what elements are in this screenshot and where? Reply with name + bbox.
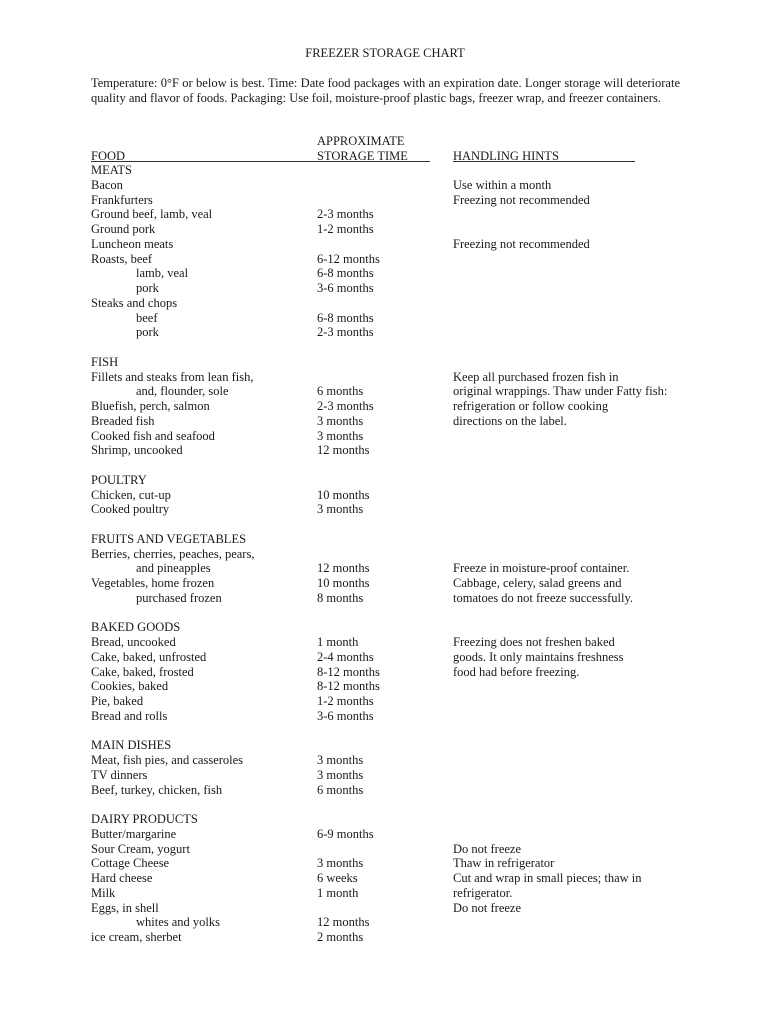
food-cell: Bread and rolls <box>91 708 168 723</box>
food-cell: Shrimp, uncooked <box>91 443 183 458</box>
food-cell: beef <box>136 310 158 325</box>
storage-time-cell: 1 month <box>317 635 359 649</box>
handling-hint-cell: Thaw in refrigerator <box>453 856 555 871</box>
storage-time-cell: 3 months <box>317 413 364 428</box>
storage-time-cell: 1-2 months <box>317 222 374 236</box>
table-row <box>0 783 770 798</box>
table-row <box>0 620 770 635</box>
storage-time-cell: 10 months <box>317 487 370 502</box>
table-row <box>0 827 770 842</box>
storage-time-cell: 6 months <box>317 384 364 399</box>
table-row <box>0 178 770 193</box>
storage-time-cell: 6-12 months <box>317 251 380 266</box>
table-spacer <box>0 724 770 739</box>
food-cell: FRUITS AND VEGETABLES <box>91 531 247 546</box>
table-row <box>0 561 770 576</box>
storage-time-cell: 12 months <box>317 561 370 576</box>
food-cell: Bread, uncooked <box>91 635 176 649</box>
table-row <box>0 473 770 488</box>
intro-paragraph: Temperature: 0°F or below is best. Time: Date food packages with an expiration date. Longer storage will deteriorate quality and flavor of foods. Packaging: Use foil, moisture-proof plastic bags, freezer wrap, and freezer containers. <box>91 76 680 105</box>
storage-time-cell: 8 months <box>317 590 364 605</box>
table-spacer <box>0 797 770 812</box>
table-row <box>0 709 770 724</box>
table-row <box>0 207 770 222</box>
table-spacer <box>0 606 770 621</box>
table-row <box>0 399 770 414</box>
column-header-hints: HANDLING HINTS <box>453 149 559 163</box>
table-row <box>0 694 770 709</box>
table-row <box>0 237 770 252</box>
food-cell: Cookies, baked <box>91 679 169 694</box>
food-cell: Pie, baked <box>91 694 144 708</box>
table-row <box>0 547 770 562</box>
food-cell: Cooked poultry <box>91 502 170 517</box>
table-row <box>0 252 770 267</box>
storage-time-cell: 3-6 months <box>317 281 374 295</box>
food-cell: TV dinners <box>91 767 148 782</box>
food-cell: Chicken, cut-up <box>91 487 171 502</box>
table-row <box>0 738 770 753</box>
food-cell: Ground beef, lamb, veal <box>91 207 213 222</box>
table-row <box>0 163 770 178</box>
table-row <box>0 266 770 281</box>
table-row <box>0 842 770 857</box>
table-row <box>0 635 770 650</box>
table-row <box>0 591 770 606</box>
storage-time-cell: 2-3 months <box>317 399 374 413</box>
handling-hint-cell: Do not freeze <box>453 841 522 856</box>
handling-hint-cell: tomatoes do not freeze successfully. <box>453 590 634 605</box>
food-cell: Bluefish, perch, salmon <box>91 399 210 413</box>
handling-hint-cell: Freezing not recommended <box>453 192 590 207</box>
food-cell: Cottage Cheese <box>91 856 170 871</box>
table-row <box>0 753 770 768</box>
food-cell: Breaded fish <box>91 413 155 428</box>
handling-hint-cell: goods. It only maintains freshness <box>453 649 624 664</box>
table-row <box>0 370 770 385</box>
storage-time-cell: 2-4 months <box>317 649 374 664</box>
food-cell: DAIRY PRODUCTS <box>91 812 198 826</box>
handling-hint-cell: Freezing not recommended <box>453 236 590 251</box>
food-cell: and, flounder, sole <box>136 384 229 399</box>
storage-time-cell: 3 months <box>317 502 364 517</box>
food-cell: Cake, baked, frosted <box>91 664 194 679</box>
table-row <box>0 856 770 871</box>
storage-time-cell: 2 months <box>317 930 364 944</box>
food-cell: Beef, turkey, chicken, fish <box>91 782 223 797</box>
food-cell: Berries, cherries, peaches, pears, <box>91 546 255 561</box>
storage-table <box>0 163 770 945</box>
storage-time-cell: 6-8 months <box>317 266 374 281</box>
storage-time-cell: 8-12 months <box>317 664 380 679</box>
table-spacer <box>0 458 770 473</box>
food-cell: purchased frozen <box>136 590 222 605</box>
storage-time-cell: 3 months <box>317 753 364 767</box>
food-cell: Sour Cream, yogurt <box>91 841 190 856</box>
handling-hint-cell: Keep all purchased frozen fish in <box>453 369 619 384</box>
food-cell: Roasts, beef <box>91 251 153 266</box>
handling-hint-cell: refrigeration or follow cooking <box>453 399 609 413</box>
food-cell: Bacon <box>91 177 123 192</box>
table-row <box>0 414 770 429</box>
food-cell: Luncheon meats <box>91 236 174 251</box>
storage-time-cell: 3 months <box>317 767 364 782</box>
table-row <box>0 650 770 665</box>
storage-time-cell: 10 months <box>317 576 370 590</box>
storage-time-cell: 12 months <box>317 915 370 930</box>
table-row <box>0 930 770 945</box>
handling-hint-cell: Do not freeze <box>453 900 522 915</box>
handling-hint-cell: Cut and wrap in small pieces; thaw in <box>453 871 642 885</box>
table-row <box>0 665 770 680</box>
table-row <box>0 384 770 399</box>
food-cell: MEATS <box>91 163 132 177</box>
storage-time-cell: 6-9 months <box>317 826 374 841</box>
food-cell: BAKED GOODS <box>91 620 181 635</box>
storage-time-cell: 6 months <box>317 782 364 797</box>
table-row <box>0 768 770 783</box>
storage-time-cell: 6 weeks <box>317 871 358 885</box>
table-row <box>0 679 770 694</box>
handling-hint-cell: Use within a month <box>453 177 552 192</box>
column-header-storage-line2: STORAGE TIME <box>317 149 408 163</box>
table-row <box>0 222 770 237</box>
table-row <box>0 488 770 503</box>
table-spacer <box>0 517 770 532</box>
food-cell: Hard cheese <box>91 871 153 885</box>
handling-hint-cell: Cabbage, celery, salad greens and <box>453 576 622 590</box>
food-cell: Milk <box>91 885 116 900</box>
storage-time-cell: 3-6 months <box>317 708 374 723</box>
storage-time-cell: 1 month <box>317 885 359 900</box>
column-header-food: FOOD <box>91 149 126 163</box>
food-cell: whites and yolks <box>136 915 221 930</box>
table-row <box>0 193 770 208</box>
handling-hint-cell: food had before freezing. <box>453 664 580 679</box>
storage-time-cell: 8-12 months <box>317 679 380 694</box>
food-cell: Cooked fish and seafood <box>91 428 215 443</box>
food-cell: MAIN DISHES <box>91 738 172 753</box>
table-row <box>0 812 770 827</box>
page-title: FREEZER STORAGE CHART <box>305 46 465 60</box>
storage-time-cell: 2-3 months <box>317 325 374 340</box>
header-underline-left <box>91 161 430 162</box>
storage-time-cell: 3 months <box>317 428 364 443</box>
table-row <box>0 443 770 458</box>
food-cell: and pineapples <box>136 561 211 576</box>
food-cell: FISH <box>91 354 119 369</box>
food-cell: Steaks and chops <box>91 295 178 310</box>
food-cell: ice cream, sherbet <box>91 930 182 944</box>
table-row <box>0 871 770 886</box>
table-row <box>0 532 770 547</box>
handling-hint-cell: Freezing does not freshen baked <box>453 635 615 649</box>
table-spacer <box>0 340 770 355</box>
food-cell: Meat, fish pies, and casseroles <box>91 753 244 767</box>
table-row <box>0 915 770 930</box>
food-cell: lamb, veal <box>136 266 189 281</box>
food-cell: Frankfurters <box>91 192 153 207</box>
table-row <box>0 296 770 311</box>
column-header-storage-line1: APPROXIMATE <box>317 134 405 148</box>
table-row <box>0 886 770 901</box>
food-cell: pork <box>136 325 159 340</box>
handling-hint-cell: Freeze in moisture-proof container. <box>453 561 630 576</box>
table-row <box>0 281 770 296</box>
handling-hint-cell: directions on the label. <box>453 413 567 428</box>
table-row <box>0 325 770 340</box>
handling-hint-cell: refrigerator. <box>453 885 513 900</box>
header-underline-right <box>453 161 635 162</box>
table-row <box>0 901 770 916</box>
food-cell: Eggs, in shell <box>91 900 159 915</box>
table-row <box>0 576 770 591</box>
food-cell: Butter/margarine <box>91 826 177 841</box>
storage-time-cell: 1-2 months <box>317 694 374 708</box>
table-row <box>0 355 770 370</box>
storage-time-cell: 3 months <box>317 856 364 871</box>
food-cell: Ground pork <box>91 222 156 236</box>
storage-time-cell: 12 months <box>317 443 370 458</box>
table-row <box>0 502 770 517</box>
storage-time-cell: 6-8 months <box>317 310 374 325</box>
table-row <box>0 429 770 444</box>
food-cell: Cake, baked, unfrosted <box>91 649 207 664</box>
storage-time-cell: 2-3 months <box>317 207 374 222</box>
food-cell: pork <box>136 281 159 295</box>
table-row <box>0 311 770 326</box>
food-cell: Vegetables, home frozen <box>91 576 215 590</box>
food-cell: Fillets and steaks from lean fish, <box>91 369 254 384</box>
food-cell: POULTRY <box>91 472 147 487</box>
handling-hint-cell: original wrappings. Thaw under Fatty fish: <box>453 384 668 399</box>
